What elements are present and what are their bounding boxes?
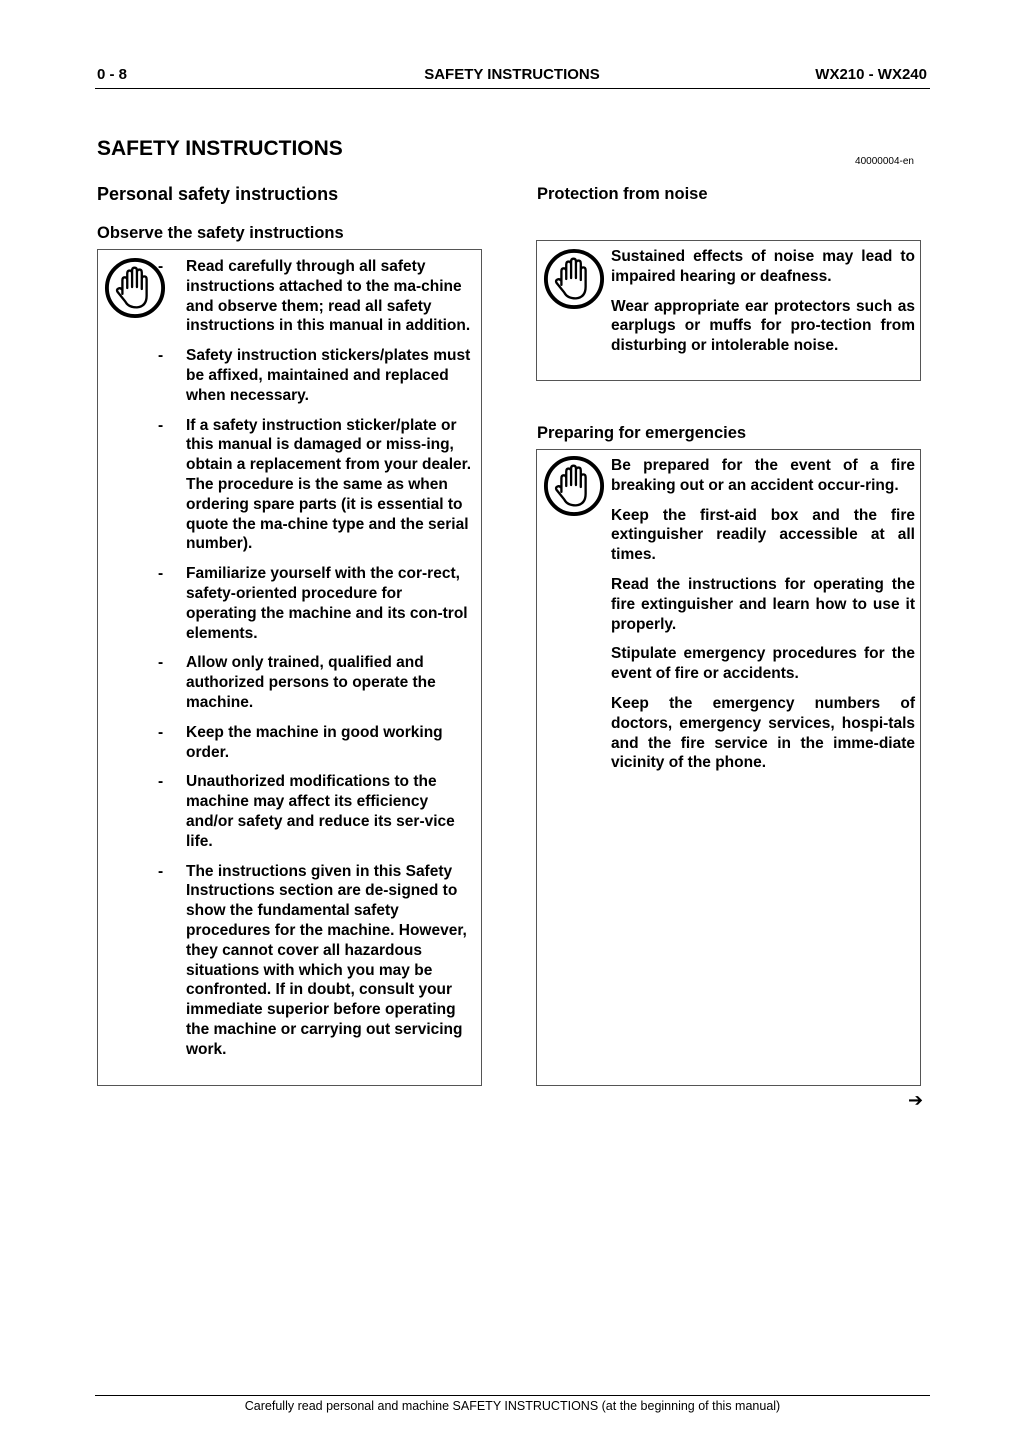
noise-paragraph: Wear appropriate ear protectors such as earplugs or muffs for pro-tection from disturbing or intolerable noise. (611, 297, 915, 355)
noise-text (611, 247, 915, 366)
emergency-paragraph: Be prepared for the event of a fire breaking out or an accident occur-ring. (611, 457, 915, 494)
stop-hand-icon (543, 248, 605, 310)
noise-paragraph: Sustained effects of noise may lead to impaired hearing or deafness. (611, 248, 915, 285)
emergency-paragraph: Keep the emergency numbers of doctors, emergency services, hospi-tals and the fire service in the imme-diate vicinity of the phone. (611, 694, 915, 772)
noise-box (536, 240, 921, 381)
personal-safety-box (97, 249, 482, 1086)
list-item: - Allow only trained, qualified and authorized persons to operate the machine. (158, 654, 436, 711)
header-model: WX210 - WX240 (815, 66, 927, 83)
emergency-box (536, 449, 921, 1086)
noise-heading: Protection from noise (537, 185, 708, 203)
page-title: SAFETY INSTRUCTIONS (97, 137, 343, 160)
continue-arrow-icon: ➔ (908, 1090, 924, 1110)
stop-hand-icon (543, 455, 605, 517)
footer-rule (95, 1395, 930, 1396)
stop-hand-icon (104, 257, 166, 319)
list-item: - If a safety instruction sticker/plate or this manual is damaged or miss-ing, obtain a replacement from your dealer. The procedure is the same as when ordering spare parts (it is essential to quote the ma-chine type and the serial number). (158, 416, 472, 553)
list-item: - The instructions given in this Safety Instructions section are de-signed to show the fundamental safety procedures for the machine. However, they cannot cover all hazardous situations with which you may be confronted. If in doubt, consult your immediate superior before operating the machine or carrying out servicing work. (158, 862, 467, 1058)
emergency-heading: Preparing for emergencies (537, 424, 747, 442)
list-item: - Familiarize yourself with the cor-rect, safety-oriented procedure for operating the machine and its con-trol elements. (158, 565, 468, 642)
page-number: 0 - 8 (97, 66, 128, 83)
list-item: - Keep the machine in good working order. (158, 723, 443, 761)
personal-safety-heading: Personal safety instructions (97, 184, 339, 204)
emergency-paragraph: Keep the first-aid box and the fire extinguisher readily accessible at all times. (611, 506, 915, 564)
header-rule (95, 88, 930, 89)
observe-safety-subheading: Observe the safety instructions (97, 224, 344, 242)
list-item: - Read carefully through all safety instructions attached to the ma-chine and observe them; read all safety instructions in this manual in addition. (158, 258, 471, 335)
list-item: - Safety instruction stickers/plates must be affixed, maintained and replaced when necessary. (158, 347, 471, 404)
emergency-text (611, 456, 915, 783)
header-section-title: SAFETY INSTRUCTIONS (424, 66, 600, 83)
list-item: - Unauthorized modifications to the machine may affect its efficiency and/or safety and reduce its ser-vice life. (158, 773, 455, 850)
personal-safety-list (158, 257, 476, 1069)
emergency-paragraph: Stipulate emergency procedures for the event of fire or accidents. (611, 645, 915, 683)
doc-id: 40000004-en (855, 156, 914, 167)
footer-text: Carefully read personal and machine SAFETY INSTRUCTIONS (at the beginning of this manual) (244, 1399, 781, 1413)
emergency-paragraph: Read the instructions for operating the fire extinguisher and learn how to use it properly. (611, 575, 915, 633)
